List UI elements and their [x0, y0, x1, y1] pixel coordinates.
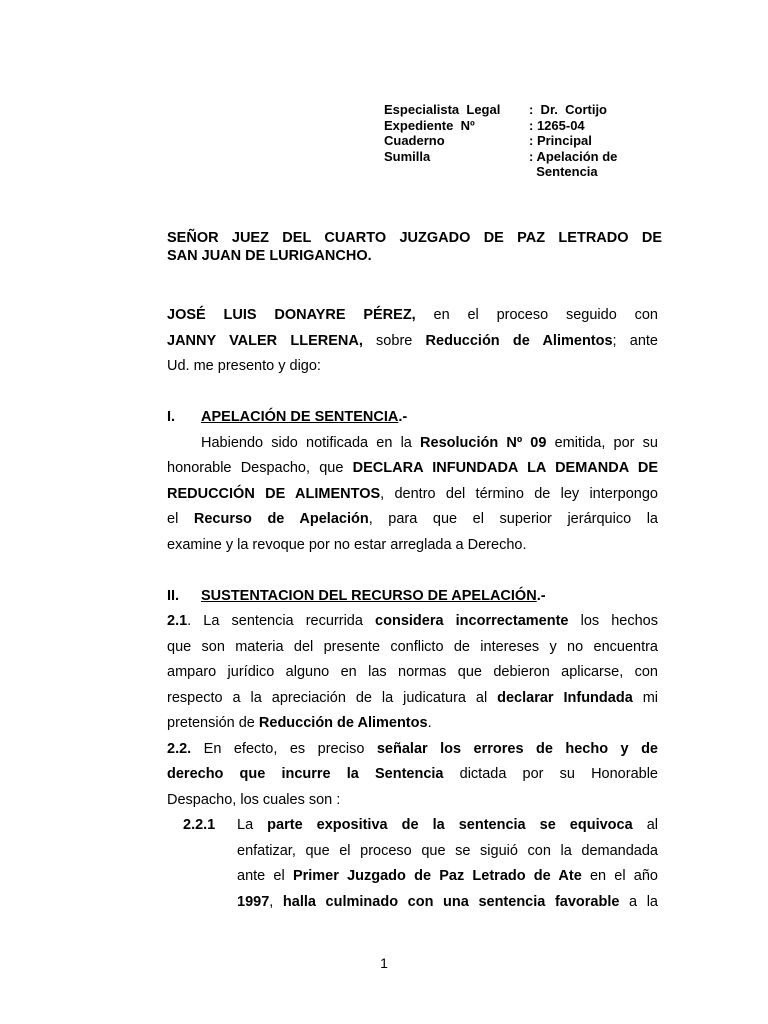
text-run: mi [632, 689, 658, 706]
text-line [167, 431, 658, 457]
text-run: los hechos [568, 613, 658, 629]
text-run: ante el [237, 868, 293, 884]
text-line: examine y la revoque por no estar arreglada a Derecho. [167, 536, 527, 553]
header-row-specialist [384, 102, 617, 118]
section1-paragraph [167, 431, 658, 559]
text-run: La [237, 817, 268, 833]
header-row-summary [384, 149, 617, 165]
text-run: a la [619, 893, 658, 910]
bold-run: Reducción de Alimentos [425, 332, 613, 349]
text-line [167, 482, 658, 508]
text-line [167, 737, 658, 763]
text-line [167, 711, 658, 737]
text-run: En efecto, es preciso [191, 740, 377, 757]
header-label: Cuaderno [384, 133, 445, 148]
text-line [167, 456, 658, 482]
text-line: enfatizar, que el proceso que se siguió con la demandada [237, 842, 658, 859]
bold-run: Resolución Nº 09 [420, 434, 547, 451]
header-value: : 1265-04 [529, 117, 585, 133]
text-line [167, 303, 658, 329]
text-run: sobre [362, 332, 426, 349]
intro-paragraph [167, 303, 658, 380]
bold-run: considera incorrectamente [375, 613, 569, 629]
section-suffix: .- [536, 587, 546, 604]
addressee [167, 229, 662, 265]
paragraph-2-2-1 [167, 813, 658, 915]
text-run: . [427, 715, 432, 731]
bold-run: REDUCCIÓN DE ALIMENTOS [167, 485, 381, 502]
subitem-text [237, 813, 658, 915]
header-label [384, 164, 529, 180]
text-line [167, 329, 658, 355]
header-row-file-number [384, 118, 617, 134]
text-line [167, 609, 658, 635]
section-suffix: .- [398, 409, 408, 425]
addressee-line: SAN JUAN DE LURIGANCHO. [167, 248, 372, 264]
text-line [167, 686, 658, 712]
header-row-summary-cont [384, 164, 617, 180]
bold-run: parte expositiva de la sentencia se equivoca [267, 817, 633, 833]
bold-run: halla culminado con una sentencia favorable [282, 893, 620, 910]
bold-run: derecho que incurre la Sentencia [167, 766, 444, 782]
bold-run: declarar Infundada [497, 689, 633, 706]
text-run: emitida, por su [546, 434, 658, 451]
text-run: al [632, 817, 658, 833]
text-line: Despacho, los cuales son : [167, 791, 341, 808]
section-heading [167, 584, 658, 610]
section-heading [167, 405, 658, 431]
header-value: : Dr. Cortijo [529, 102, 607, 117]
header-label: Especialista Legal [384, 102, 501, 117]
item-number: 2.2.1 [183, 817, 216, 833]
section-number: II. [167, 587, 180, 604]
text-run: respecto a la apreciación de la judicatura al [167, 689, 498, 706]
paragraph-2-2 [167, 737, 658, 814]
text-run: Habiendo sido notificada en la [201, 434, 421, 451]
text-run: en el año [581, 868, 658, 884]
party-name: JOSÉ LUIS DONAYRE PÉREZ, [167, 307, 416, 323]
header-row-notebook [384, 133, 617, 149]
header-label: Expediente Nº [384, 117, 475, 133]
bold-run: Primer Juzgado de Paz Letrado de Ate [292, 868, 582, 884]
header-value: Sentencia [529, 164, 598, 179]
text-run: pretensión de [167, 715, 259, 731]
party-name: JANNY VALER LLERENA, [167, 332, 363, 349]
document-body [167, 303, 658, 915]
text-line [237, 890, 658, 916]
bold-run: Reducción de Alimentos [258, 715, 428, 731]
item-number: 2.1 [167, 613, 188, 629]
text-run: el [167, 511, 194, 527]
text-line [237, 813, 658, 839]
case-header [384, 102, 617, 180]
section-title: SUSTENTACION DEL RECURSO DE APELACIÓN [201, 587, 537, 604]
text-run: honorable Despacho, que [167, 460, 353, 476]
bold-run: DECLARA INFUNDADA LA DEMANDA DE [352, 460, 658, 476]
text-run: , dentro del término de ley interpongo [380, 485, 658, 502]
page-number: 1 [380, 955, 388, 971]
text-line [237, 864, 658, 890]
text-run: , para que el superior jerárquico la [368, 511, 658, 527]
header-label: Sumilla [384, 148, 431, 164]
bold-run: señalar los errores de hecho y de [376, 740, 658, 757]
text-run: . La sentencia recurrida [187, 613, 376, 629]
section-title: APELACIÓN DE SENTENCIA [201, 409, 399, 425]
section-number: I. [167, 409, 176, 425]
paragraph-2-1 [167, 609, 658, 737]
text-run: en el proceso seguido con [415, 307, 658, 323]
bold-run: 1997 [237, 893, 270, 910]
text-run: , [269, 893, 283, 910]
header-value: : Apelación de [529, 148, 618, 164]
item-number: 2.2. [167, 740, 192, 757]
text-run: ; ante [612, 332, 658, 349]
bold-run: Recurso de Apelación [193, 511, 369, 527]
text-line [167, 762, 658, 788]
text-run: dictada por su Honorable [443, 766, 658, 782]
text-line: Ud. me presento y digo: [167, 358, 321, 374]
text-line: que son materia del presente conflicto de intereses y no encuentra [167, 638, 658, 655]
text-line: amparo jurídico alguno en las normas que debieron aplicarse, con [167, 664, 658, 680]
header-value: : Principal [529, 133, 592, 148]
addressee-line: SEÑOR JUEZ DEL CUARTO JUZGADO DE PAZ LETRADO DE [167, 230, 662, 246]
text-line [167, 507, 658, 533]
